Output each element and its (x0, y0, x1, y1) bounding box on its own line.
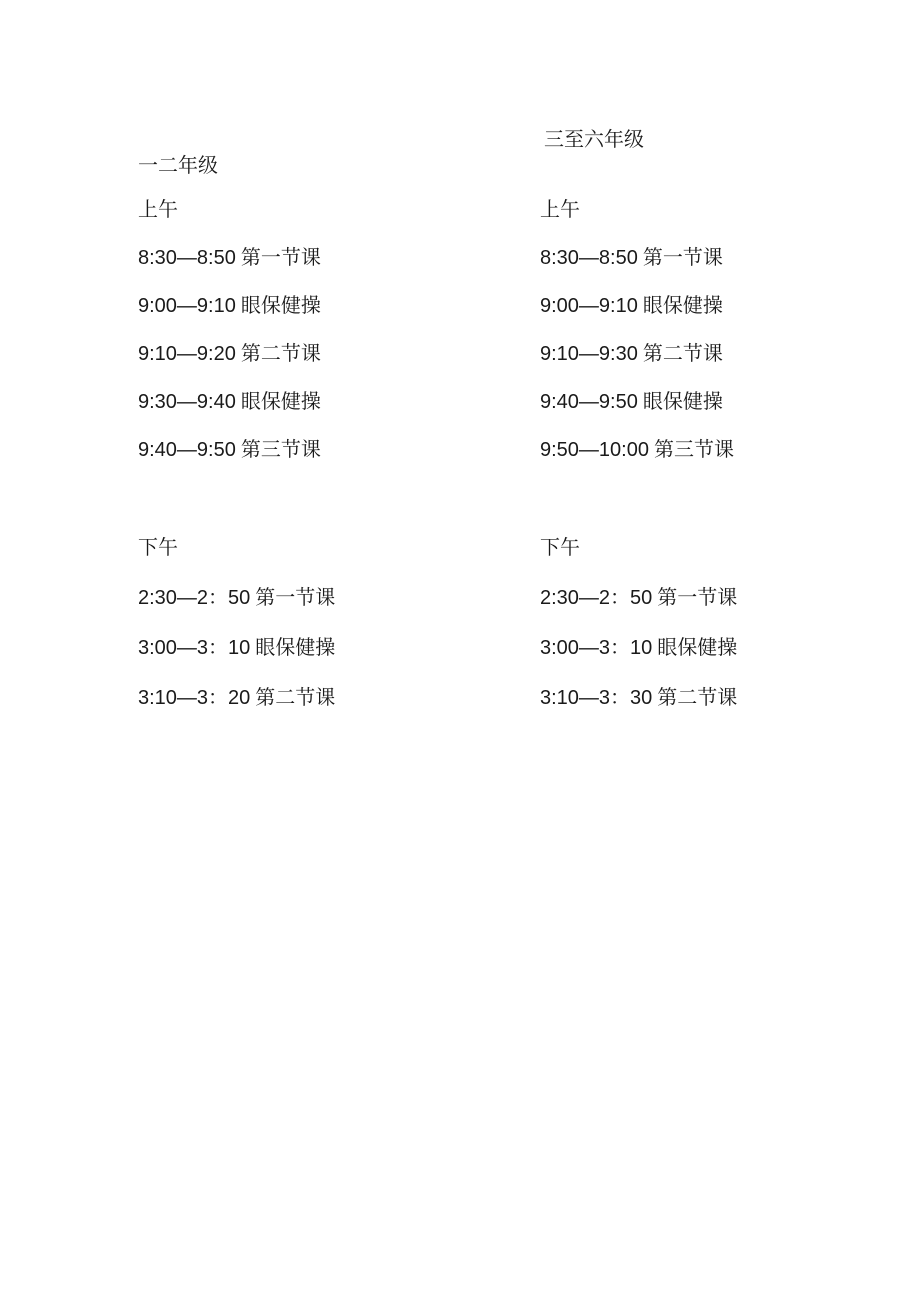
event-name: 第一节课 (255, 585, 336, 609)
grade-title: 三至六年级 (544, 127, 644, 151)
time-range: 9:00—9:10 (138, 295, 236, 317)
time-range: 2:30—2：50 (540, 587, 653, 609)
event-name: 第一节课 (657, 585, 738, 609)
schedule-row (540, 685, 737, 710)
schedule-row (138, 437, 321, 462)
time-range: 2:30—2：50 (138, 587, 251, 609)
schedule-row (138, 245, 321, 270)
time-range: 8:30—8:50 (138, 247, 236, 269)
time-range: 9:10—9:30 (540, 343, 638, 365)
schedule-row (138, 341, 321, 366)
event-name: 第二节课 (255, 685, 336, 709)
schedule-row (138, 293, 321, 318)
schedule-row (540, 585, 737, 610)
event-name: 第二节课 (642, 341, 723, 365)
schedule-row (540, 341, 723, 366)
schedule-row (138, 685, 335, 710)
schedule-row (138, 389, 321, 414)
event-name: 眼保健操 (240, 389, 321, 413)
event-name: 第三节课 (653, 437, 734, 461)
time-range: 9:30—9:40 (138, 391, 236, 413)
event-name: 第二节课 (657, 685, 738, 709)
time-range: 9:40—9:50 (540, 391, 638, 413)
event-name: 第一节课 (642, 245, 723, 269)
event-name: 眼保健操 (255, 635, 336, 659)
event-name: 第二节课 (240, 341, 321, 365)
event-name: 眼保健操 (642, 389, 723, 413)
afternoon-label: 下午 (540, 535, 580, 559)
time-range: 9:00—9:10 (540, 295, 638, 317)
schedule-row (138, 635, 335, 660)
grade-title: 一二年级 (138, 153, 218, 177)
morning-label: 上午 (540, 197, 580, 221)
schedule-row (540, 245, 723, 270)
time-range: 9:40—9:50 (138, 439, 236, 461)
time-range: 3:10—3：30 (540, 687, 653, 709)
morning-label: 上午 (138, 197, 178, 221)
schedule-row (540, 437, 734, 462)
time-range: 3:00—3：10 (540, 637, 653, 659)
event-name: 第三节课 (240, 437, 321, 461)
time-range: 9:10—9:20 (138, 343, 236, 365)
time-range: 3:00—3：10 (138, 637, 251, 659)
schedule-row (540, 389, 723, 414)
schedule-row (138, 585, 335, 610)
afternoon-label: 下午 (138, 535, 178, 559)
event-name: 眼保健操 (642, 293, 723, 317)
time-range: 9:50—10:00 (540, 439, 649, 461)
time-range: 3:10—3：20 (138, 687, 251, 709)
event-name: 第一节课 (240, 245, 321, 269)
schedule-row (540, 635, 737, 660)
event-name: 眼保健操 (240, 293, 321, 317)
event-name: 眼保健操 (657, 635, 738, 659)
time-range: 8:30—8:50 (540, 247, 638, 269)
schedule-row (540, 293, 723, 318)
